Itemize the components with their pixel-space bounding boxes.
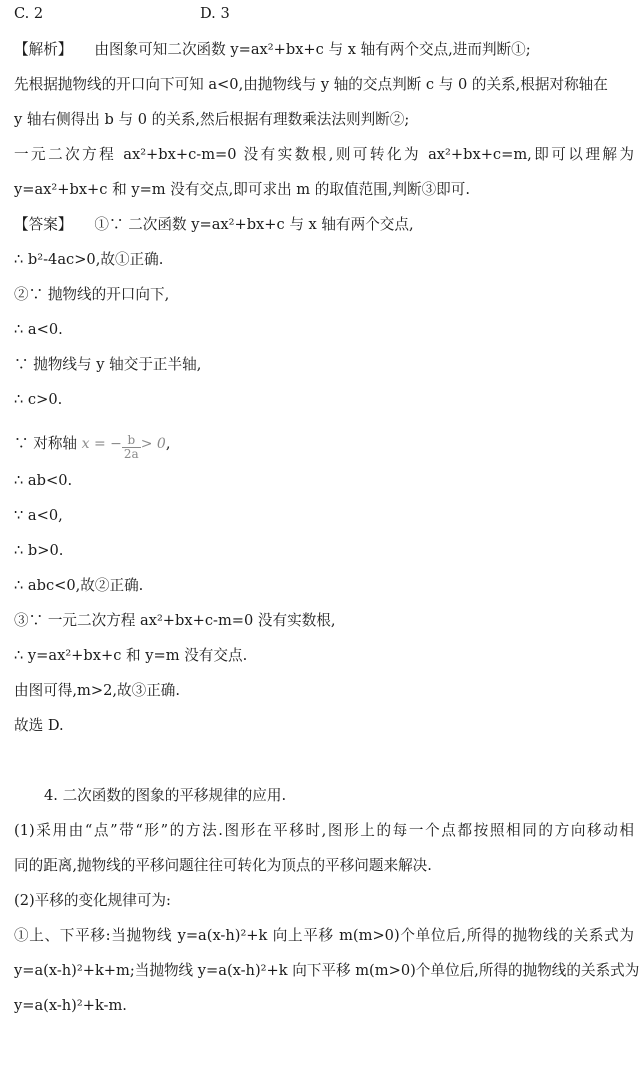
- answer-line-2: ∴ b²-4ac>0,故①正确.: [14, 251, 164, 268]
- answer-line-10: ∴ b>0.: [14, 542, 64, 559]
- answer-line-11: ∴ abc<0,故②正确.: [14, 577, 144, 594]
- answer-line-13: ∴ y=ax²+bx+c 和 y=m 没有交点.: [14, 647, 248, 664]
- analysis-line-5: y=ax²+bx+c 和 y=m 没有交点,即可求出 m 的取值范围,判断③即可.: [14, 181, 470, 198]
- section-4-p3a: ①上、下平移:当抛物线 y=a(x-h)²+k 向上平移 m(m>0)个单位后,所得的抛物线的关系式为: [14, 927, 634, 944]
- section-4-p3b: y=a(x-h)²+k+m;当抛物线 y=a(x-h)²+k 向下平移 m(m>0)个单位后,所得的抛物线的关系式为: [14, 962, 640, 979]
- answer-line-5: ∵ 抛物线与 y 轴交于正半轴,: [14, 356, 202, 373]
- section-4-p1b: 同的距离,抛物线的平移问题往往可转化为顶点的平移问题来解决.: [14, 857, 432, 874]
- analysis-line-4: 一元二次方程 ax²+bx+c-m=0 没有实数根,则可转化为 ax²+bx+c=m,即可以理解为: [14, 146, 634, 163]
- answer-line-9: ∵ a<0,: [14, 507, 63, 524]
- analysis-tag: 【解析】: [14, 41, 73, 58]
- section-4-p1a: (1)采用由“点”带“形”的方法.图形在平移时,图形上的每一个点都按照相同的方向移动相: [14, 822, 634, 839]
- analysis-line-3: y 轴右侧得出 b 与 0 的关系,然后根据有理数乘法法则判断②;: [14, 111, 410, 128]
- answer-line-14: 由图可得,m>2,故③正确.: [14, 682, 181, 699]
- answer-line-4: ∴ a<0.: [14, 321, 63, 338]
- axis-formula-lhs: x = −: [81, 436, 122, 452]
- option-d: D. 3: [200, 5, 230, 22]
- section-4-p2: (2)平移的变化规律可为:: [14, 892, 171, 909]
- axis-formula-fraction: $\frac{b}{2a}$: [123, 433, 139, 461]
- answer-line-1: 【答案】 ①∵ 二次函数 y=ax²+bx+c 与 x 轴有两个交点,: [14, 216, 414, 233]
- option-c: C. 2: [14, 5, 44, 22]
- answer-line-3: ②∵ 抛物线的开口向下,: [14, 286, 170, 303]
- answer-tag: 【答案】: [14, 216, 73, 233]
- analysis-line-1: 【解析】 由图象可知二次函数 y=ax²+bx+c 与 x 轴有两个交点,进而判断①;: [14, 41, 531, 58]
- section-4-p3c: y=a(x-h)²+k-m.: [14, 997, 127, 1014]
- answer-line-7: ∵ 对称轴 x = − $\frac{b}{2a}$ > 0,: [14, 433, 171, 461]
- axis-formula-rhs: > 0: [140, 436, 166, 452]
- section-4-heading: 4. 二次函数的图象的平移规律的应用.: [44, 787, 287, 804]
- option-row: [14, 4, 634, 24]
- answer-line-15: 故选 D.: [14, 717, 64, 734]
- analysis-line-2: 先根据抛物线的开口向下可知 a<0,由抛物线与 y 轴的交点判断 c 与 0 的关系,根据对称轴在: [14, 76, 608, 93]
- answer-line-6: ∴ c>0.: [14, 391, 63, 408]
- answer-line-8: ∴ ab<0.: [14, 472, 73, 489]
- answer-line-12: ③∵ 一元二次方程 ax²+bx+c-m=0 没有实数根,: [14, 612, 336, 629]
